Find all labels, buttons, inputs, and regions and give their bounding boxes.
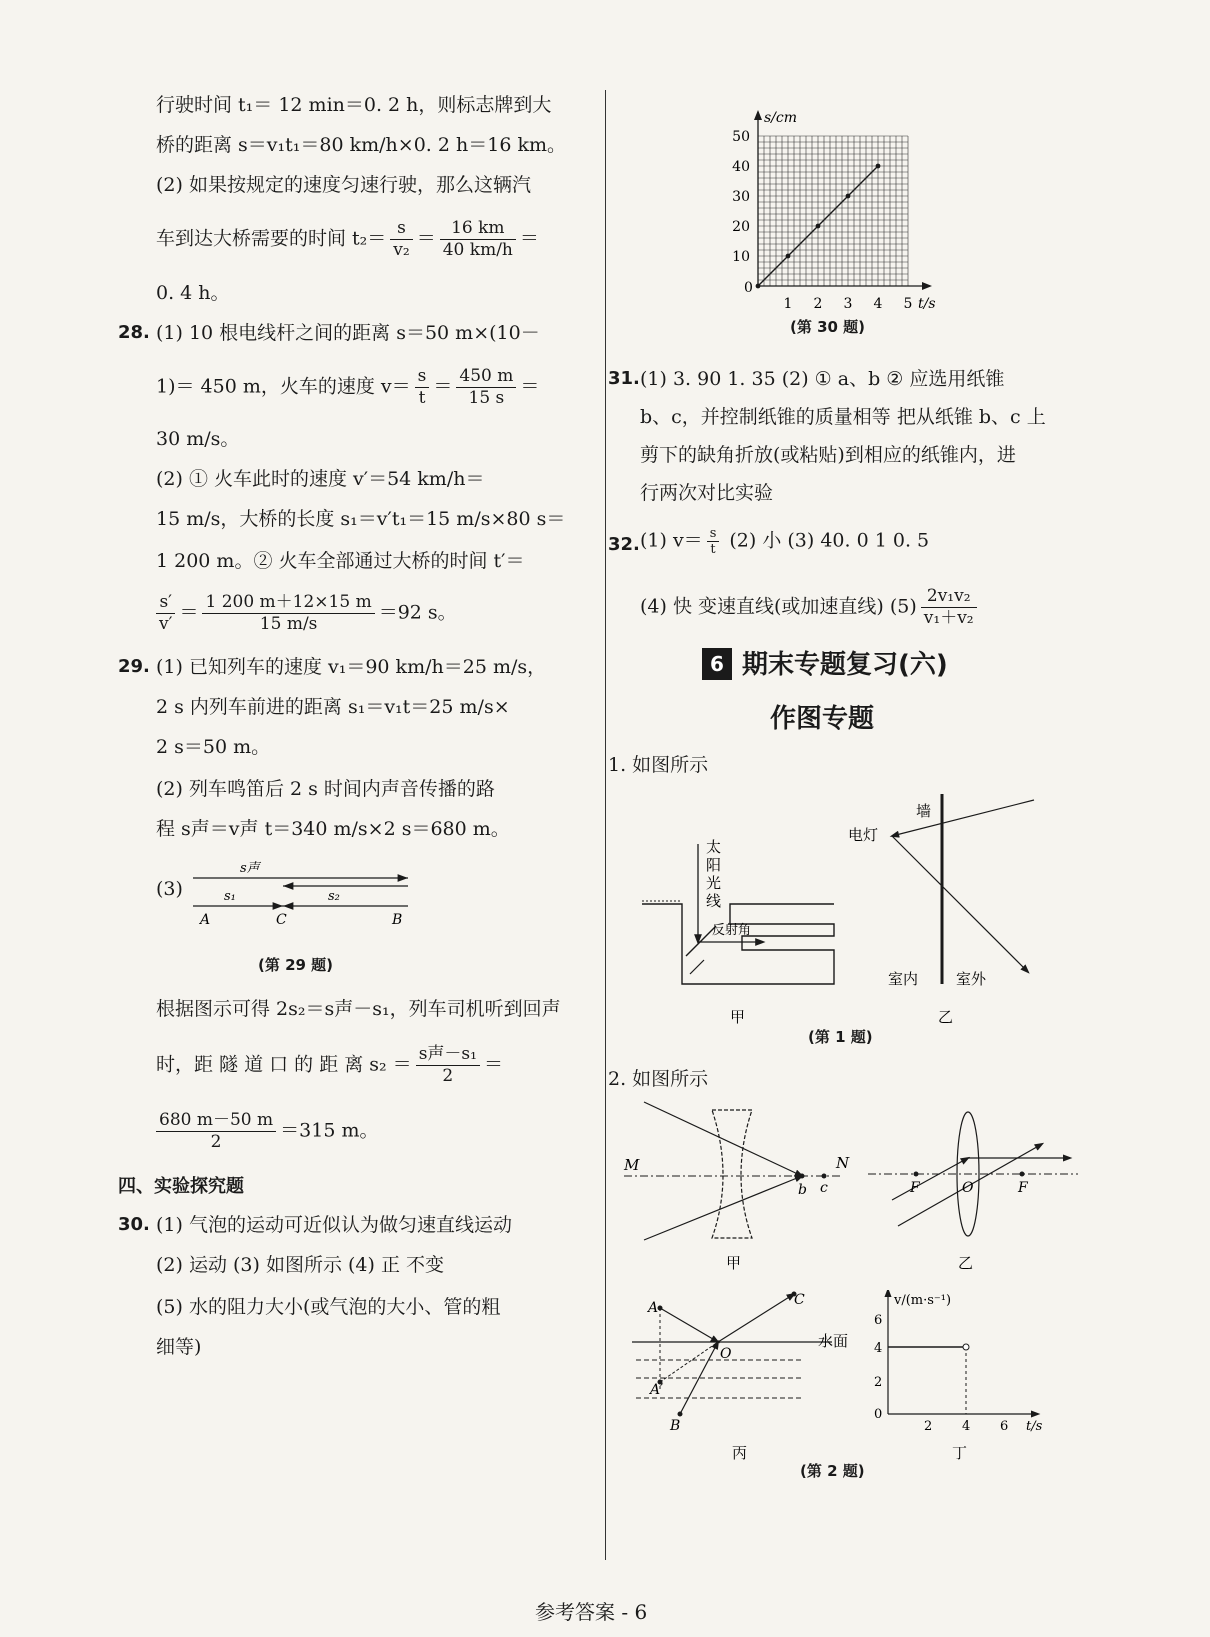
tick-label: 6 bbox=[1000, 1419, 1009, 1434]
ray-AprimeO bbox=[660, 1342, 718, 1382]
denominator: t bbox=[418, 388, 426, 408]
origin-label: 0 bbox=[744, 280, 753, 296]
denominator: 15 s bbox=[468, 388, 505, 408]
text-line: b、c，并控制纸锥的质量相等 把从纸锥 b、c 上 bbox=[640, 406, 1046, 428]
focus-right bbox=[1020, 1172, 1025, 1177]
text-line: 行两次对比实验 bbox=[640, 482, 774, 504]
text-segment: ＝ bbox=[416, 227, 436, 250]
sun-char: 线 bbox=[706, 892, 722, 910]
label-B: B bbox=[392, 912, 403, 928]
point-B bbox=[678, 1412, 683, 1417]
text-line: 2 s 内列车前进的距离 s₁＝v₁t＝25 m/s× bbox=[156, 696, 510, 718]
fraction bbox=[416, 1044, 480, 1087]
numerator: s bbox=[390, 218, 412, 240]
x-tick-label: 1 bbox=[783, 296, 793, 312]
denominator: v₂ bbox=[393, 240, 410, 260]
text-line: (1) 10 根电线杆之间的距离 s＝50 m×(10－ bbox=[156, 322, 540, 344]
label-A: A bbox=[648, 1300, 659, 1316]
label-indoor: 室内 bbox=[888, 970, 919, 988]
fraction bbox=[440, 218, 516, 261]
denominator: 15 m/s bbox=[259, 614, 318, 634]
mirror-2 bbox=[690, 960, 704, 974]
tick-label: 0 bbox=[874, 1407, 883, 1422]
numerator: 2v₁v₂ bbox=[921, 586, 977, 608]
label-s2: s₂ bbox=[328, 889, 340, 904]
label-F: F bbox=[910, 1180, 920, 1196]
x-axis-arrow bbox=[922, 282, 932, 290]
text-segment: ＝ bbox=[483, 1053, 503, 1076]
text-segment: ＝ bbox=[179, 601, 199, 624]
data-point bbox=[876, 164, 881, 169]
x-tick-label: 5 bbox=[903, 296, 913, 312]
text-line: 程 s声＝v声 t＝340 m/s×2 s＝680 m。 bbox=[156, 818, 510, 840]
numerator: 1 200 m＋12×15 m bbox=[202, 592, 374, 614]
x-tick-label: 3 bbox=[843, 296, 853, 312]
text-line: (1) 已知列车的速度 v₁＝90 km/h＝25 m/s， bbox=[156, 656, 547, 678]
y-tick-label: 30 bbox=[732, 189, 750, 205]
data-point bbox=[756, 284, 761, 289]
label-O: O bbox=[962, 1180, 974, 1196]
text-line: (2) 列车鸣笛后 2 s 时间内声音传播的路 bbox=[156, 778, 495, 800]
question-number: 32. bbox=[608, 534, 640, 555]
numerator: 680 m－50 m bbox=[156, 1110, 276, 1132]
tick-label: 6 bbox=[874, 1313, 883, 1328]
diagram-1 bbox=[638, 784, 1058, 1034]
denominator: 2 bbox=[442, 1066, 454, 1086]
label-B: B bbox=[670, 1418, 681, 1434]
question-number: 28. bbox=[118, 322, 150, 343]
data-point bbox=[816, 224, 821, 229]
fraction bbox=[390, 218, 412, 261]
label-water: 水面 bbox=[818, 1332, 849, 1350]
text-line: (1) 气泡的运动可近似认为做匀速直线运动 bbox=[156, 1214, 512, 1236]
numerator: s bbox=[707, 526, 720, 542]
label-N: N bbox=[836, 1154, 850, 1172]
fraction bbox=[415, 366, 430, 409]
page-footer: 参考答案 - 6 bbox=[535, 1600, 648, 1624]
denominator: t bbox=[710, 542, 716, 557]
denominator: v′ bbox=[159, 614, 173, 634]
y-axis-arrow bbox=[754, 110, 762, 120]
label-yi: 乙 bbox=[958, 1254, 974, 1272]
text-line: 30 m/s。 bbox=[156, 428, 240, 450]
chapter-badge: 6 bbox=[702, 648, 732, 680]
label-b: b bbox=[798, 1182, 807, 1198]
data-point bbox=[786, 254, 791, 259]
label-t-axis: t/s bbox=[1026, 1419, 1043, 1434]
text-segment: ＝ bbox=[433, 375, 453, 398]
fraction bbox=[156, 592, 175, 635]
sun-char: 太 bbox=[706, 838, 722, 856]
text-segment: (2) 小 (3) 40. 0 1 0. 5 bbox=[723, 529, 930, 552]
caption-1: (第 1 题) bbox=[808, 1028, 873, 1046]
label-bing: 丙 bbox=[732, 1444, 748, 1460]
text-segment: 时，距 隧 道 口 的 距 离 s₂ ＝ bbox=[156, 1053, 412, 1076]
numerator: s声－s₁ bbox=[416, 1044, 480, 1066]
ray-out bbox=[892, 836, 1028, 972]
text-line: 1. 如图所示 bbox=[608, 754, 709, 776]
label-outdoor: 室外 bbox=[956, 970, 987, 988]
text-line bbox=[640, 526, 929, 557]
topic-title: 作图专题 bbox=[770, 704, 875, 734]
label-jia: 甲 bbox=[730, 1008, 746, 1026]
text-line: 1 200 m。② 火车全部通过大桥的时间 t′＝ bbox=[156, 550, 525, 572]
label-F: F bbox=[1018, 1180, 1028, 1196]
question-number: 29. bbox=[118, 656, 150, 677]
fraction bbox=[456, 366, 516, 409]
point-A bbox=[658, 1306, 663, 1311]
tick-label: 2 bbox=[924, 1419, 933, 1434]
label-A: A bbox=[200, 912, 211, 928]
text-line bbox=[156, 366, 539, 409]
reflect-angle-label: 反射角 bbox=[712, 923, 752, 938]
y-tick-label: 10 bbox=[732, 249, 750, 265]
sun-char: 阳 bbox=[706, 856, 722, 874]
label-s1: s₁ bbox=[224, 889, 236, 904]
section-heading: 四、实验探究题 bbox=[118, 1176, 244, 1197]
chapter-title bbox=[702, 644, 948, 681]
ray-AO bbox=[660, 1308, 718, 1342]
text-line: 2. 如图所示 bbox=[608, 1068, 709, 1090]
denominator: 2 bbox=[210, 1132, 222, 1152]
y-tick-label: 20 bbox=[732, 219, 750, 235]
focus-left bbox=[914, 1172, 919, 1177]
numerator: 450 m bbox=[456, 366, 516, 388]
tube-outline bbox=[642, 904, 834, 984]
text-line: 0. 4 h。 bbox=[156, 282, 230, 304]
label-lamp: 电灯 bbox=[848, 826, 879, 844]
concave-lens bbox=[712, 1110, 752, 1238]
text-segment: ＝ bbox=[520, 375, 540, 398]
label-ding: 丁 bbox=[952, 1444, 968, 1460]
label-Aprime: A′ bbox=[650, 1382, 664, 1398]
fraction bbox=[921, 586, 977, 629]
text-line: 细等) bbox=[156, 1336, 202, 1358]
label-s-sheng: s声 bbox=[240, 861, 260, 876]
text-line: 桥的距离 s＝v₁t₁＝80 km/h×0. 2 h＝16 km。 bbox=[156, 134, 566, 156]
text-line: 根据图示可得 2s₂＝s声－s₁，列车司机听到回声 bbox=[156, 998, 561, 1020]
text-line bbox=[156, 1110, 378, 1153]
text-line: (5) 水的阻力大小(或气泡的大小、管的粗 bbox=[156, 1296, 501, 1318]
text-line: 行驶时间 t₁＝ 12 min＝0. 2 h，则标志牌到大 bbox=[156, 94, 552, 116]
ray-in bbox=[892, 800, 1034, 836]
chapter-title-text: 期末专题复习(六) bbox=[742, 650, 948, 680]
label-C: C bbox=[276, 912, 287, 928]
tick-label: 4 bbox=[874, 1341, 883, 1356]
tick-label: 4 bbox=[962, 1419, 971, 1434]
text-segment: (1) v＝ bbox=[640, 529, 703, 552]
caption-30: (第 30 题) bbox=[790, 318, 866, 336]
text-segment: ＝92 s。 bbox=[378, 601, 457, 624]
point-b bbox=[800, 1174, 805, 1179]
fraction bbox=[707, 526, 720, 557]
tick-label: 2 bbox=[874, 1375, 883, 1390]
y-tick-label: 40 bbox=[732, 159, 750, 175]
x-tick-label: 2 bbox=[813, 296, 823, 312]
numerator: s bbox=[415, 366, 430, 388]
text-segment: ＝ bbox=[519, 227, 539, 250]
caption-29: (第 29 题) bbox=[258, 956, 334, 974]
label-v-axis: v/(m·s⁻¹) bbox=[894, 1293, 952, 1308]
text-line: (3) bbox=[156, 878, 183, 900]
ray-OC bbox=[718, 1294, 794, 1342]
x-axis-label: t/s bbox=[918, 296, 936, 312]
text-line: 剪下的缺角折放(或粘贴)到相应的纸锥内，进 bbox=[640, 444, 1016, 466]
text-line bbox=[156, 218, 539, 261]
text-segment: 车到达大桥需要的时间 t₂＝ bbox=[156, 227, 387, 250]
text-line: 15 m/s，大桥的长度 s₁＝v′t₁＝15 m/s×80 s＝ bbox=[156, 508, 566, 530]
data-point bbox=[846, 194, 851, 199]
text-line bbox=[156, 1044, 503, 1087]
text-line bbox=[156, 592, 457, 635]
x-tick-label: 4 bbox=[873, 296, 883, 312]
text-segment: ＝315 m。 bbox=[280, 1119, 379, 1142]
diagram-2-top bbox=[622, 1100, 1082, 1280]
denominator: v₁＋v₂ bbox=[923, 608, 974, 628]
label-C: C bbox=[794, 1292, 805, 1308]
text-segment: (4) 快 变速直线(或加速直线) (5) bbox=[640, 595, 917, 618]
diagram-2-bottom bbox=[622, 1290, 1082, 1460]
text-line: (2) 运动 (3) 如图所示 (4) 正 不变 bbox=[156, 1254, 444, 1276]
denominator: 40 km/h bbox=[442, 240, 513, 260]
column-divider bbox=[605, 90, 606, 1560]
endpoint bbox=[963, 1344, 969, 1350]
numerator: s′ bbox=[156, 592, 175, 614]
fraction bbox=[202, 592, 374, 635]
text-line: (2) ① 火车此时的速度 v′＝54 km/h＝ bbox=[156, 468, 485, 490]
label-c: c bbox=[820, 1180, 828, 1196]
fraction bbox=[156, 1110, 276, 1153]
y-axis-label: s/cm bbox=[764, 110, 798, 126]
y-tick-label: 50 bbox=[732, 129, 750, 145]
question-number: 31. bbox=[608, 368, 640, 389]
label-jia: 甲 bbox=[726, 1254, 742, 1272]
point-c bbox=[822, 1174, 827, 1179]
chart-30 bbox=[712, 90, 962, 320]
text-line bbox=[640, 586, 981, 629]
label-yi: 乙 bbox=[938, 1008, 954, 1026]
question-number: 30. bbox=[118, 1214, 150, 1235]
label-M: M bbox=[624, 1156, 640, 1174]
caption-2: (第 2 题) bbox=[800, 1462, 865, 1480]
diagram-29 bbox=[188, 852, 418, 932]
numerator: 16 km bbox=[440, 218, 516, 240]
text-line: 2 s＝50 m。 bbox=[156, 736, 271, 758]
label-wall: 墙 bbox=[916, 802, 932, 820]
sun-char: 光 bbox=[706, 874, 722, 892]
text-line: (1) 3. 90 1. 35 (2) ① a、b ② 应选用纸锥 bbox=[640, 368, 1005, 390]
label-O: O bbox=[720, 1346, 732, 1362]
text-line: (2) 如果按规定的速度匀速行驶，那么这辆汽 bbox=[156, 174, 531, 196]
text-segment: 1)＝ 450 m，火车的速度 v＝ bbox=[156, 375, 411, 398]
